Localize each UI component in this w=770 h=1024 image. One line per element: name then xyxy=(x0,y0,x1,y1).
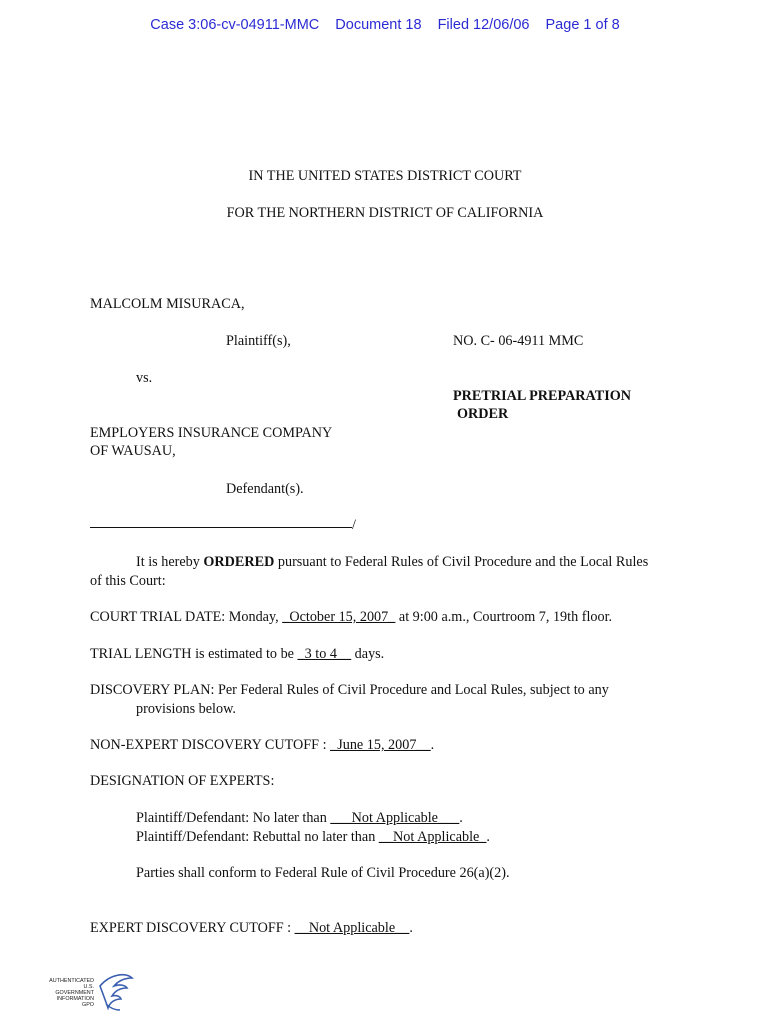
trial-date-value: _October 15, 2007_ xyxy=(282,609,396,625)
expert-cutoff-line xyxy=(90,920,413,937)
caption-slash: / xyxy=(352,517,356,533)
plaintiff-role: Plaintiff(s), xyxy=(226,333,291,349)
intro-paragraph xyxy=(136,554,648,571)
trial-date-label: COURT TRIAL DATE: Monday, xyxy=(90,609,283,625)
designation-line1 xyxy=(136,810,463,827)
logo-text-line3: INFORMATION xyxy=(56,996,94,1002)
expert-cutoff-suffix: . xyxy=(409,920,413,936)
trial-date-suffix: at 9:00 a.m., Courtroom 7, 19th floor. xyxy=(395,609,613,625)
case-number: NO. C- 06-4911 MMC xyxy=(453,333,584,349)
designation-heading: DESIGNATION OF EXPERTS: xyxy=(90,773,275,789)
order-title-line2: ORDER xyxy=(457,406,509,422)
intro-text-pre: It is hereby xyxy=(136,554,204,570)
nonexpert-cutoff-line xyxy=(90,737,434,754)
trial-length-line xyxy=(90,646,384,663)
conform-rule-text: Parties shall conform to Federal Rule of Civil Procedure 26(a)(2). xyxy=(136,865,510,881)
expert-cutoff-value: __Not Applicable__ xyxy=(294,920,410,936)
trial-length-value: _3 to 4__ xyxy=(297,646,352,662)
designation-line1-suffix: . xyxy=(459,810,463,826)
intro-text-post: pursuant to Federal Rules of Civil Procedure and the Local Rules xyxy=(274,554,649,570)
designation-line2-label: Plaintiff/Defendant: Rebuttal no later than xyxy=(136,829,379,845)
discovery-plan-line2: provisions below. xyxy=(136,701,236,717)
intro-line2: of this Court: xyxy=(90,573,166,589)
nonexpert-cutoff-suffix: . xyxy=(430,737,435,753)
logo-text-line1: AUTHENTICATED xyxy=(49,978,94,984)
eagle-icon xyxy=(94,972,134,1014)
designation-line1-label: Plaintiff/Defendant: No later than xyxy=(136,810,331,826)
versus-label: vs. xyxy=(136,370,153,386)
filed-date-header: Filed 12/06/06 xyxy=(437,17,530,33)
document-number-header: Document 18 xyxy=(335,17,422,33)
page-number-header: Page 1 of 8 xyxy=(545,17,620,33)
gpo-authenticated-logo xyxy=(40,972,132,1014)
logo-text-line2: U.S. GOVERNMENT xyxy=(55,984,94,996)
caption-divider-line xyxy=(90,527,352,528)
case-number-header: Case 3:06-cv-04911-MMC xyxy=(150,17,320,33)
defendant-name-line1: EMPLOYERS INSURANCE COMPANY xyxy=(90,425,333,441)
trial-length-suffix: days. xyxy=(351,646,385,662)
discovery-plan-line1: DISCOVERY PLAN: Per Federal Rules of Civil Procedure and Local Rules, subject to any xyxy=(90,682,609,698)
trial-length-label: TRIAL LENGTH is estimated to be xyxy=(90,646,298,662)
court-title: IN THE UNITED STATES DISTRICT COURT xyxy=(248,168,522,184)
order-title-line1: PRETRIAL PREPARATION xyxy=(453,388,632,404)
nonexpert-cutoff-label: NON-EXPERT DISCOVERY CUTOFF : xyxy=(90,737,331,753)
intro-ordered: ORDERED xyxy=(203,554,275,570)
designation-line2-value: __Not Applicable_ xyxy=(378,829,487,845)
nonexpert-cutoff-value: _June 15, 2007__ xyxy=(330,737,431,753)
defendant-name-line2: OF WAUSAU, xyxy=(90,443,176,459)
designation-line2-suffix: . xyxy=(486,829,490,845)
defendant-role: Defendant(s). xyxy=(226,481,304,497)
designation-line1-value: ___Not Applicable___ xyxy=(330,810,460,826)
filing-header xyxy=(0,17,770,33)
court-district: FOR THE NORTHERN DISTRICT OF CALIFORNIA xyxy=(226,205,544,221)
designation-line2 xyxy=(136,829,490,846)
logo-text-line4: GPO xyxy=(82,1002,94,1008)
expert-cutoff-label: EXPERT DISCOVERY CUTOFF : xyxy=(90,920,295,936)
trial-date-line xyxy=(90,609,612,626)
plaintiff-name: MALCOLM MISURACA, xyxy=(90,296,245,312)
